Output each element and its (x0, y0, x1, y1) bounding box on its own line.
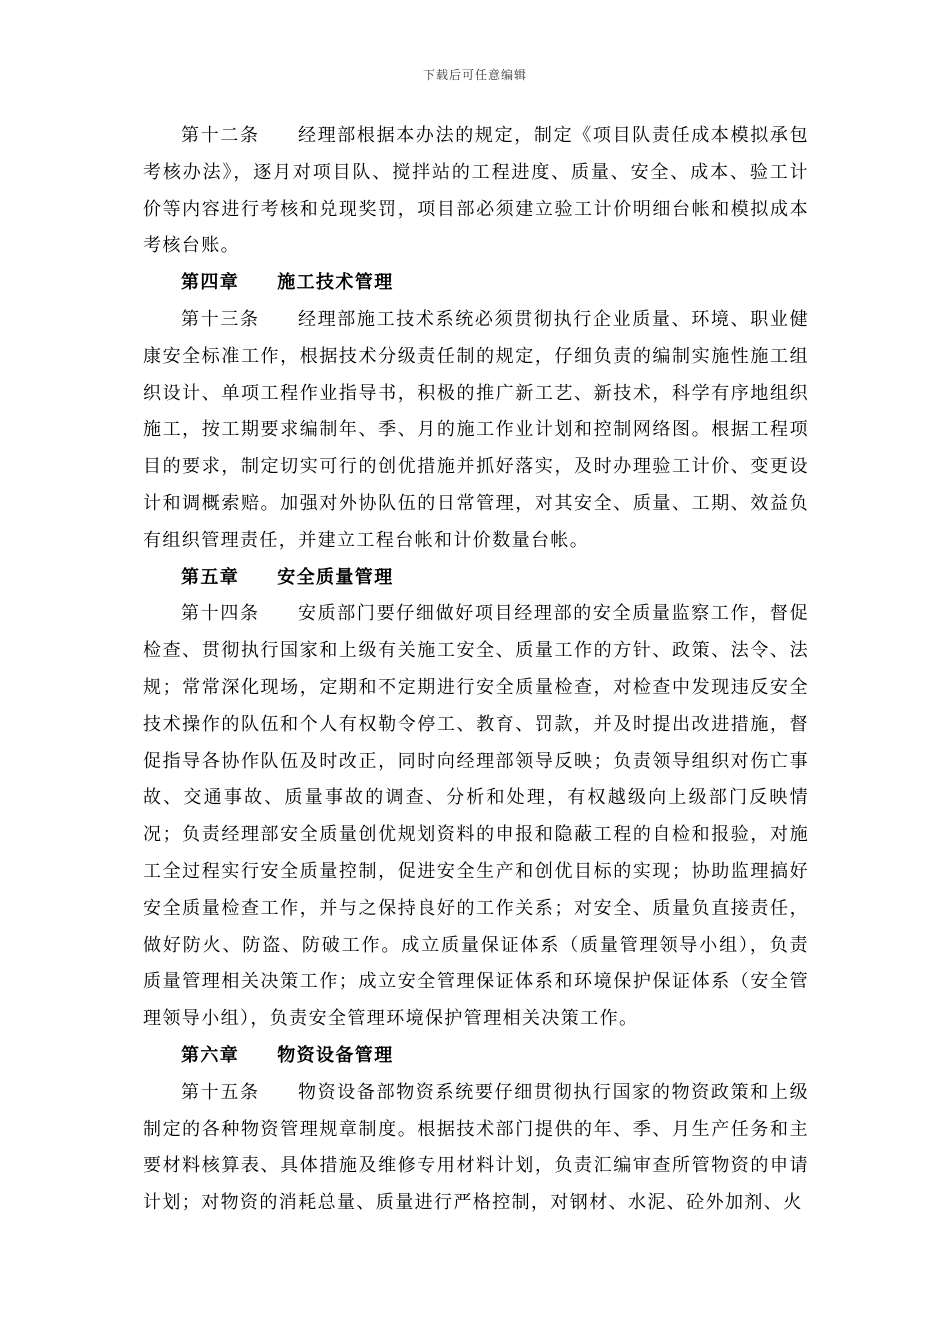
article-12-label: 第十二条 (181, 125, 260, 146)
chapter-6-title: 物资设备管理 (277, 1044, 394, 1066)
chapter-4-title: 施工技术管理 (277, 272, 394, 294)
article-12-text: 经理部根据本办法的规定，制定《项目队责任成本模拟承包考核办法》，逐月对项目队、搅拌站的工程进度、质量、安全、成本、验工计价等内容进行考核和兑现奖罚，项目部必须建立验工计价明细台帐和模拟成本考核台账。 (143, 125, 809, 257)
article-13-text: 经理部施工技术系统必须贯彻执行企业质量、环境、职业健康安全标准工作，根据技术分级责任制的规定，仔细负责的编制实施性施工组织设计、单项工程作业指导书，积极的推广新工艺、新技术，科学有序地组织施工，按工期要求编制年、季、月的施工作业计划和控制网络图。根据工程项目的要求，制定切实可行的创优措施并抓好落实，及时办理验工计价、变更设计和调概索赔。加强对外协队伍的日常管理，对其安全、质量、工期、效益负有组织管理责任，并建立工程台帐和计价数量台帐。 (143, 308, 809, 551)
chapter-5-label: 第五章 (181, 566, 240, 588)
document-body (143, 118, 809, 1222)
chapter-6-label: 第六章 (181, 1044, 240, 1066)
chapter-5-heading (143, 560, 809, 597)
article-15 (143, 1075, 809, 1222)
chapter-6-heading (143, 1038, 809, 1075)
article-14 (143, 596, 809, 1038)
chapter-5-title: 安全质量管理 (277, 566, 394, 588)
chapter-4-label: 第四章 (181, 272, 240, 294)
article-13-label: 第十三条 (181, 308, 260, 330)
article-15-label: 第十五条 (181, 1081, 260, 1103)
article-13 (143, 302, 809, 560)
article-14-label: 第十四条 (181, 603, 260, 625)
article-14-text: 安质部门要仔细做好项目经理部的安全质量监察工作，督促检查、贯彻执行国家和上级有关施工安全、质量工作的方针、政策、法令、法规；常常深化现场，定期和不定期进行安全质量检查，对检查中发现违反安全技术操作的队伍和个人有权勒令停工、教育、罚款，并及时提出改进措施，督促指导各协作队伍及时改正，同时向经理部领导反映；负责领导组织对伤亡事故、交通事故、质量事故的调查、分析和处理，有权越级向上级部门反映情况；负责经理部安全质量创优规划资料的申报和隐蔽工程的自检和报验，对施工全过程实行安全质量控制，促进安全生产和创优目标的实现；协助监理搞好安全质量检查工作，并与之保持良好的工作关系；对安全、质量负直接责任，做好防火、防盗、防破工作。成立质量保证体系（质量管理领导小组），负责质量管理相关决策工作；成立安全管理保证体系和环境保护保证体系（安全管理领导小组），负责安全管理环境保护管理相关决策工作。 (143, 603, 809, 1030)
article-12 (143, 118, 809, 265)
chapter-4-heading (143, 265, 809, 302)
article-15-text: 物资设备部物资系统要仔细贯彻执行国家的物资政策和上级制定的各种物资管理规章制度。根据技术部门提供的年、季、月生产任务和主要材料核算表、具体措施及维修专用材料计划，负责汇编审查所管物资的申请计划；对物资的消耗总量、质量进行严格控制，对钢材、水泥、砼外加剂、火 (143, 1081, 809, 1214)
page-header: 下载后可任意编辑 (422, 68, 527, 82)
